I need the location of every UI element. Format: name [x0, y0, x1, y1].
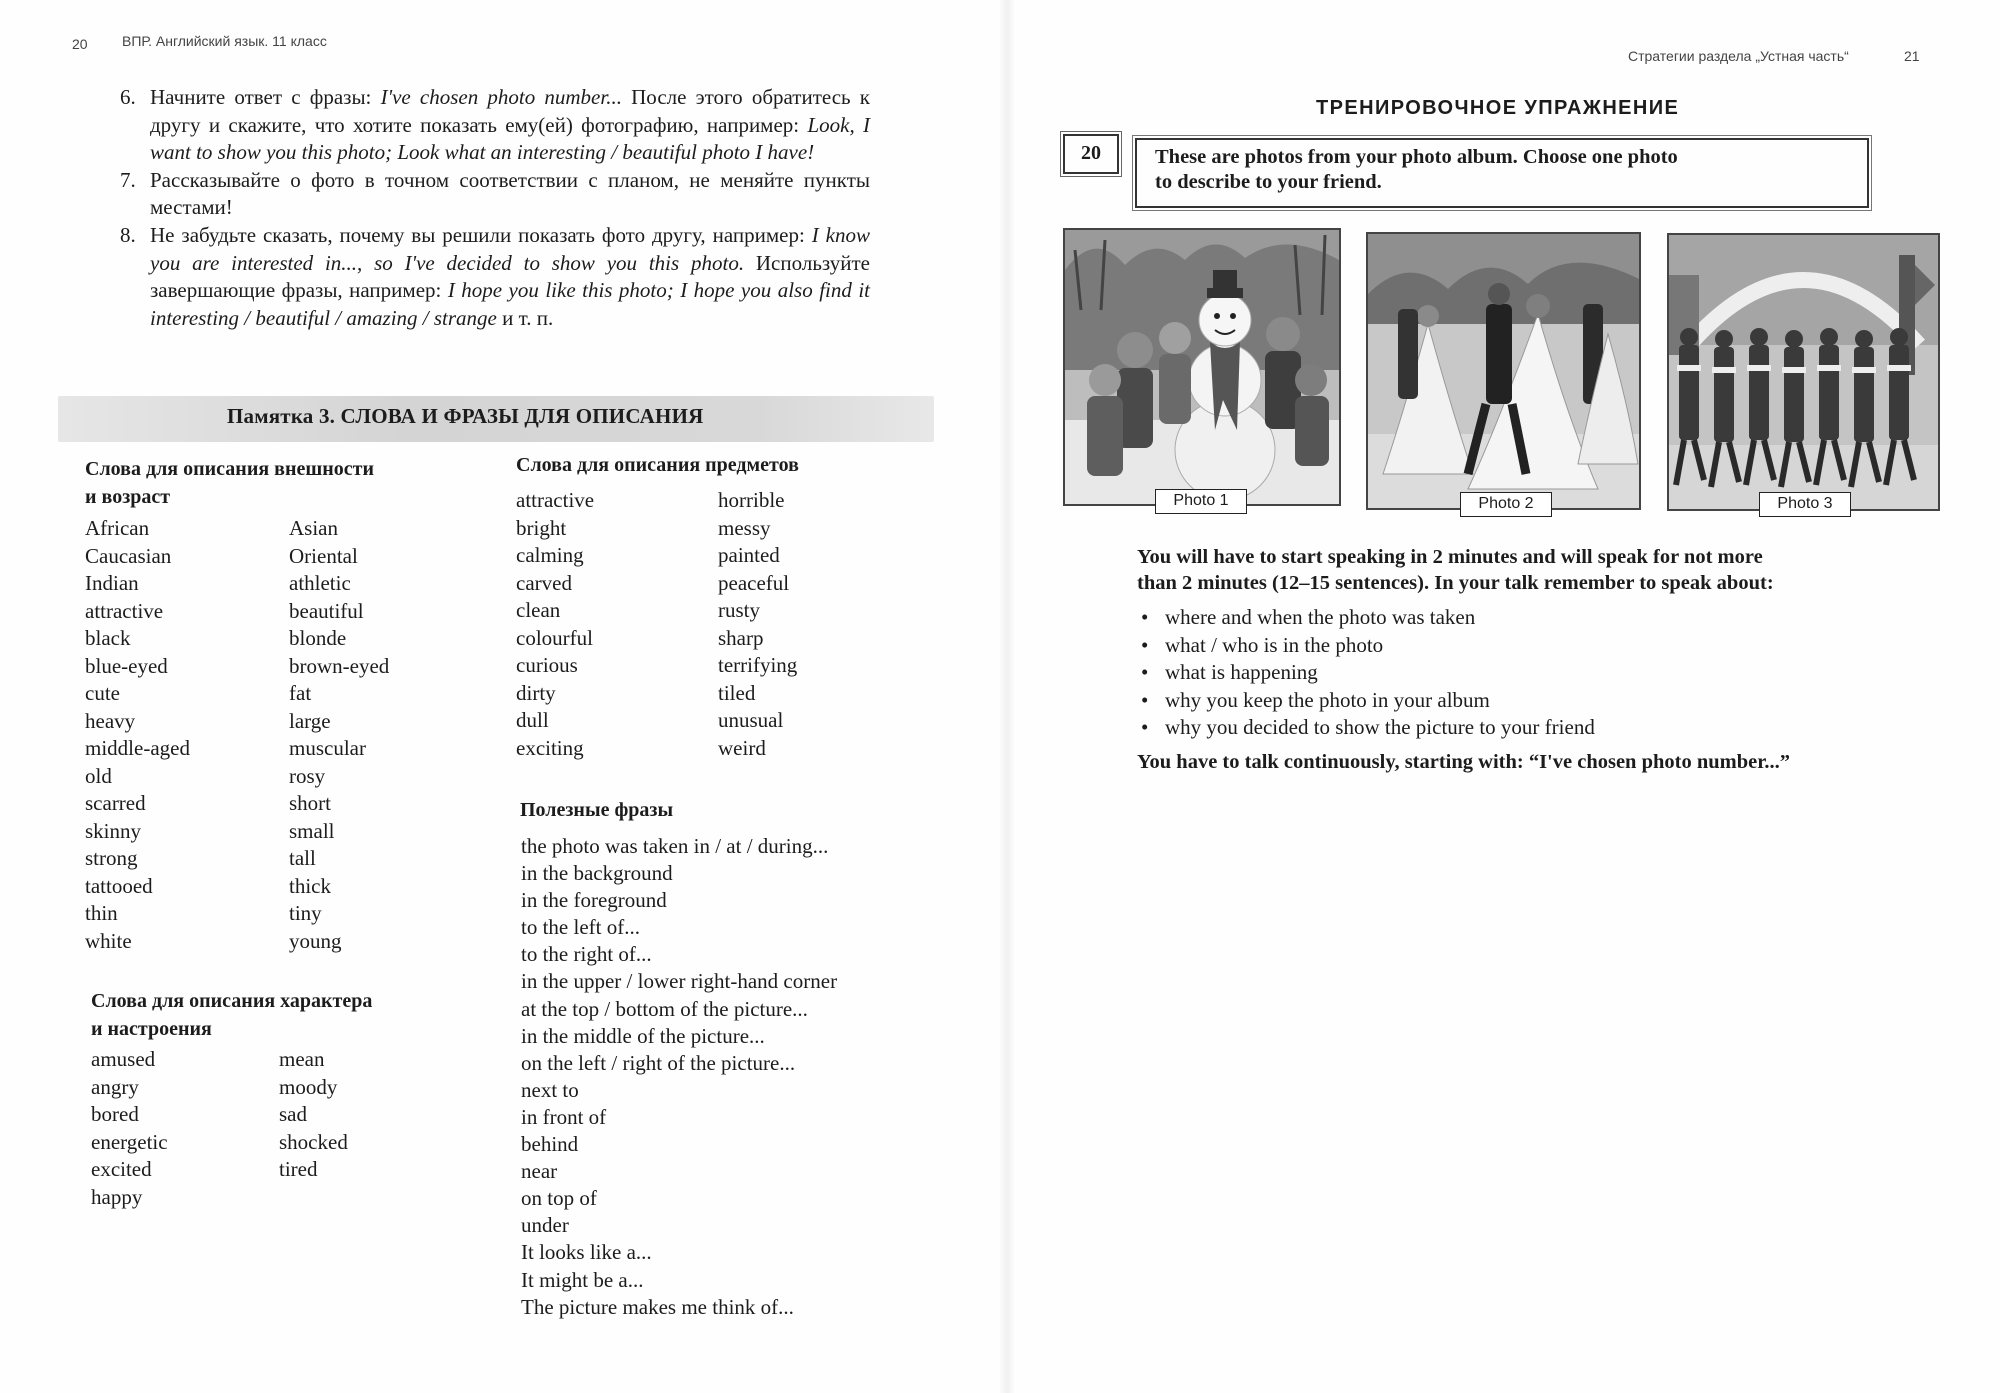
talk-point: • what / who is in the photo: [1137, 632, 1595, 660]
task-line-1: These are photos from your photo album. Choose one photo: [1155, 146, 1678, 168]
dance-scene-illustration: [1368, 234, 1639, 508]
objects-heading: Слова для описания предметов: [516, 454, 799, 476]
instruction-step: [120, 222, 870, 332]
useful-phrase: at the top / bottom of the picture...: [521, 996, 808, 1021]
left-page-number: 20: [72, 36, 88, 52]
step-number: 8.: [120, 222, 136, 247]
object-word: calming: [516, 543, 584, 567]
character-words-col2: [279, 1046, 348, 1184]
appearance-word: blue-eyed: [85, 653, 168, 678]
objects-words-col2: [718, 487, 797, 762]
appearance-word: thin: [85, 901, 118, 925]
photo-3-label: Photo 3: [1759, 492, 1851, 517]
object-word: painted: [718, 543, 780, 567]
character-word: bored: [91, 1102, 139, 1126]
instruction-step: [120, 84, 870, 167]
useful-phrase: in the foreground: [521, 888, 667, 913]
object-word: messy: [718, 515, 771, 540]
object-word: peaceful: [718, 570, 790, 595]
photo-2-dancers-image: [1366, 232, 1641, 510]
appearance-words-col1: [85, 515, 190, 955]
step-text: После этого обратитесь к другу и скажите, что хотите показать ему(ей) фотографию, например:: [150, 85, 870, 137]
appearance-word: heavy: [85, 708, 136, 733]
useful-phrase: on the left / right of the picture...: [521, 1050, 796, 1075]
appearance-word: fat: [289, 681, 312, 705]
example-phrase: Look, I want to show you this photo; Look what an interesting / beautiful photo I have!: [150, 112, 870, 165]
character-words-col1: [91, 1046, 168, 1211]
appearance-word: large: [289, 708, 331, 733]
character-word: tired: [279, 1157, 318, 1181]
object-word: attractive: [516, 488, 595, 512]
step-text: и т. п.: [496, 305, 554, 330]
step-text: Не забудьте сказать, почему вы решили показать фото другу, например:: [150, 222, 812, 247]
right-running-title: Стратегии раздела „Устная часть“: [1628, 48, 1849, 64]
character-word: mean: [279, 1047, 325, 1071]
useful-phrase: next to: [521, 1077, 579, 1102]
appearance-word: skinny: [85, 818, 142, 843]
appearance-word: muscular: [289, 736, 366, 760]
useful-phrase: to the right of...: [521, 942, 652, 967]
useful-phrase: near: [521, 1159, 558, 1184]
useful-phrase: on top of: [521, 1186, 597, 1211]
step-number: 6.: [120, 85, 136, 109]
useful-phrase: in the upper / lower right-hand corner: [521, 969, 838, 994]
appearance-word: black: [85, 626, 131, 650]
useful-phrase: the photo was taken in / at / during...: [521, 834, 829, 858]
object-word: dull: [516, 708, 549, 732]
left-running-title: ВПР. Английский язык. 11 класс: [122, 33, 327, 49]
useful-phrase: It looks like a...: [521, 1240, 652, 1265]
task-line-2: to describe to your friend.: [1155, 171, 1382, 193]
useful-phrase: in the middle of the picture...: [521, 1023, 765, 1048]
useful-phrase: to the left of...: [521, 915, 640, 940]
snowman-scene-illustration: [1065, 230, 1339, 504]
appearance-word: thick: [289, 873, 331, 898]
appearance-word: attractive: [85, 598, 164, 623]
useful-phrase: It might be a...: [521, 1267, 644, 1292]
appearance-word: rosy: [289, 763, 326, 788]
useful-phrase: behind: [521, 1132, 579, 1157]
appearance-word: Asian: [289, 516, 338, 540]
character-heading: Слова для описания характера и настроения: [91, 990, 373, 1040]
character-word: amused: [91, 1047, 156, 1071]
right-page-number: 21: [1904, 48, 1920, 64]
useful-phrase: in the background: [521, 861, 673, 886]
object-word: horrible: [718, 488, 785, 512]
character-word: moody: [279, 1074, 338, 1099]
photo-1-label: Photo 1: [1155, 489, 1247, 514]
appearance-word: old: [85, 763, 112, 788]
appearance-heading: Слова для описания внешности и возраст: [85, 458, 374, 508]
useful-phrase: in front of: [521, 1104, 607, 1129]
object-word: exciting: [516, 735, 584, 760]
appearance-words-col2: [289, 515, 389, 955]
appearance-word: strong: [85, 846, 138, 870]
character-word: happy: [91, 1184, 143, 1209]
character-word: sad: [279, 1102, 307, 1126]
appearance-word: small: [289, 818, 335, 843]
object-word: carved: [516, 570, 572, 595]
example-phrase: I've chosen photo number...: [380, 85, 622, 109]
talk-point: • where and when the photo was taken: [1137, 604, 1595, 632]
object-word: weird: [718, 735, 766, 760]
step-text: Используйте завершающие фразы, например:: [150, 250, 870, 303]
object-word: unusual: [718, 708, 784, 732]
object-word: terrifying: [718, 653, 798, 677]
parade-scene-illustration: [1669, 235, 1938, 509]
objects-words-col1: [516, 487, 594, 762]
step-number: 7.: [120, 167, 136, 192]
task-number-box: 20: [1063, 134, 1119, 174]
object-word: sharp: [718, 625, 764, 650]
appearance-word: beautiful: [289, 598, 364, 623]
appearance-word: Indian: [85, 571, 139, 595]
task-instruction-box: [1135, 138, 1869, 208]
object-word: clean: [516, 598, 561, 622]
closing-instruction: You have to talk continuously, starting with: “I've chosen photo number...”: [1137, 751, 1791, 773]
instruction-step: [120, 167, 870, 222]
speaking-instructions: You will have to start speaking in 2 minutes and will speak for not more than 2 minutes (12–15 sentences). In your talk remember to speak about:: [1137, 546, 1774, 594]
appearance-word: scarred: [85, 791, 146, 815]
appearance-word: brown-eyed: [289, 653, 390, 678]
appearance-word: athletic: [289, 571, 351, 595]
character-word: shocked: [279, 1129, 348, 1154]
appearance-word: white: [85, 928, 132, 953]
exercise-title: ТРЕНИРОВОЧНОЕ УПРАЖНЕНИЕ: [1316, 97, 1680, 119]
talk-point: • why you keep the photo in your album: [1137, 687, 1595, 715]
useful-phrases-list: [521, 833, 837, 1321]
appearance-word: Oriental: [289, 543, 358, 568]
object-word: tiled: [718, 680, 756, 705]
photo-2-label: Photo 2: [1460, 492, 1552, 517]
character-word: excited: [91, 1157, 152, 1181]
talk-points-list: [1137, 604, 1595, 742]
appearance-word: short: [289, 791, 331, 815]
object-word: curious: [516, 653, 578, 677]
memo-banner-title: Памятка 3. СЛОВА И ФРАЗЫ ДЛЯ ОПИСАНИЯ: [227, 404, 704, 428]
appearance-word: tiny: [289, 901, 322, 925]
book-gutter: [1000, 0, 1014, 1393]
step-text: Начните ответ с фразы:: [150, 85, 381, 109]
appearance-word: cute: [85, 681, 120, 705]
appearance-word: young: [289, 928, 342, 953]
appearance-word: tall: [289, 846, 316, 870]
step-text: Рассказывайте о фото в точном соответствии с планом, не меняйте пункты местами!: [150, 167, 870, 220]
phrases-heading: Полезные фразы: [520, 799, 674, 821]
useful-phrase: The picture makes me think of...: [521, 1294, 794, 1319]
character-word: energetic: [91, 1129, 168, 1154]
appearance-word: African: [85, 516, 150, 540]
useful-phrase: under: [521, 1213, 569, 1238]
talk-point: • why you decided to show the picture to your friend: [1137, 714, 1595, 742]
appearance-word: tattooed: [85, 873, 153, 898]
example-phrase: I know you are interested in..., so I've decided to show you this photo.: [150, 222, 870, 275]
instruction-steps: [120, 84, 870, 332]
object-word: colourful: [516, 625, 593, 650]
appearance-word: middle-aged: [85, 736, 190, 760]
talk-point: • what is happening: [1137, 659, 1595, 687]
example-phrase: I hope you like this photo; I hope you also find it interesting / beautiful / amazing / strange: [150, 278, 870, 330]
appearance-word: blonde: [289, 626, 347, 650]
object-word: dirty: [516, 680, 556, 705]
object-word: rusty: [718, 598, 760, 622]
appearance-word: Caucasian: [85, 543, 172, 568]
character-word: angry: [91, 1074, 139, 1099]
object-word: bright: [516, 515, 567, 540]
photo-1-snowman-image: [1063, 228, 1341, 506]
photo-3-parade-image: [1667, 233, 1940, 511]
